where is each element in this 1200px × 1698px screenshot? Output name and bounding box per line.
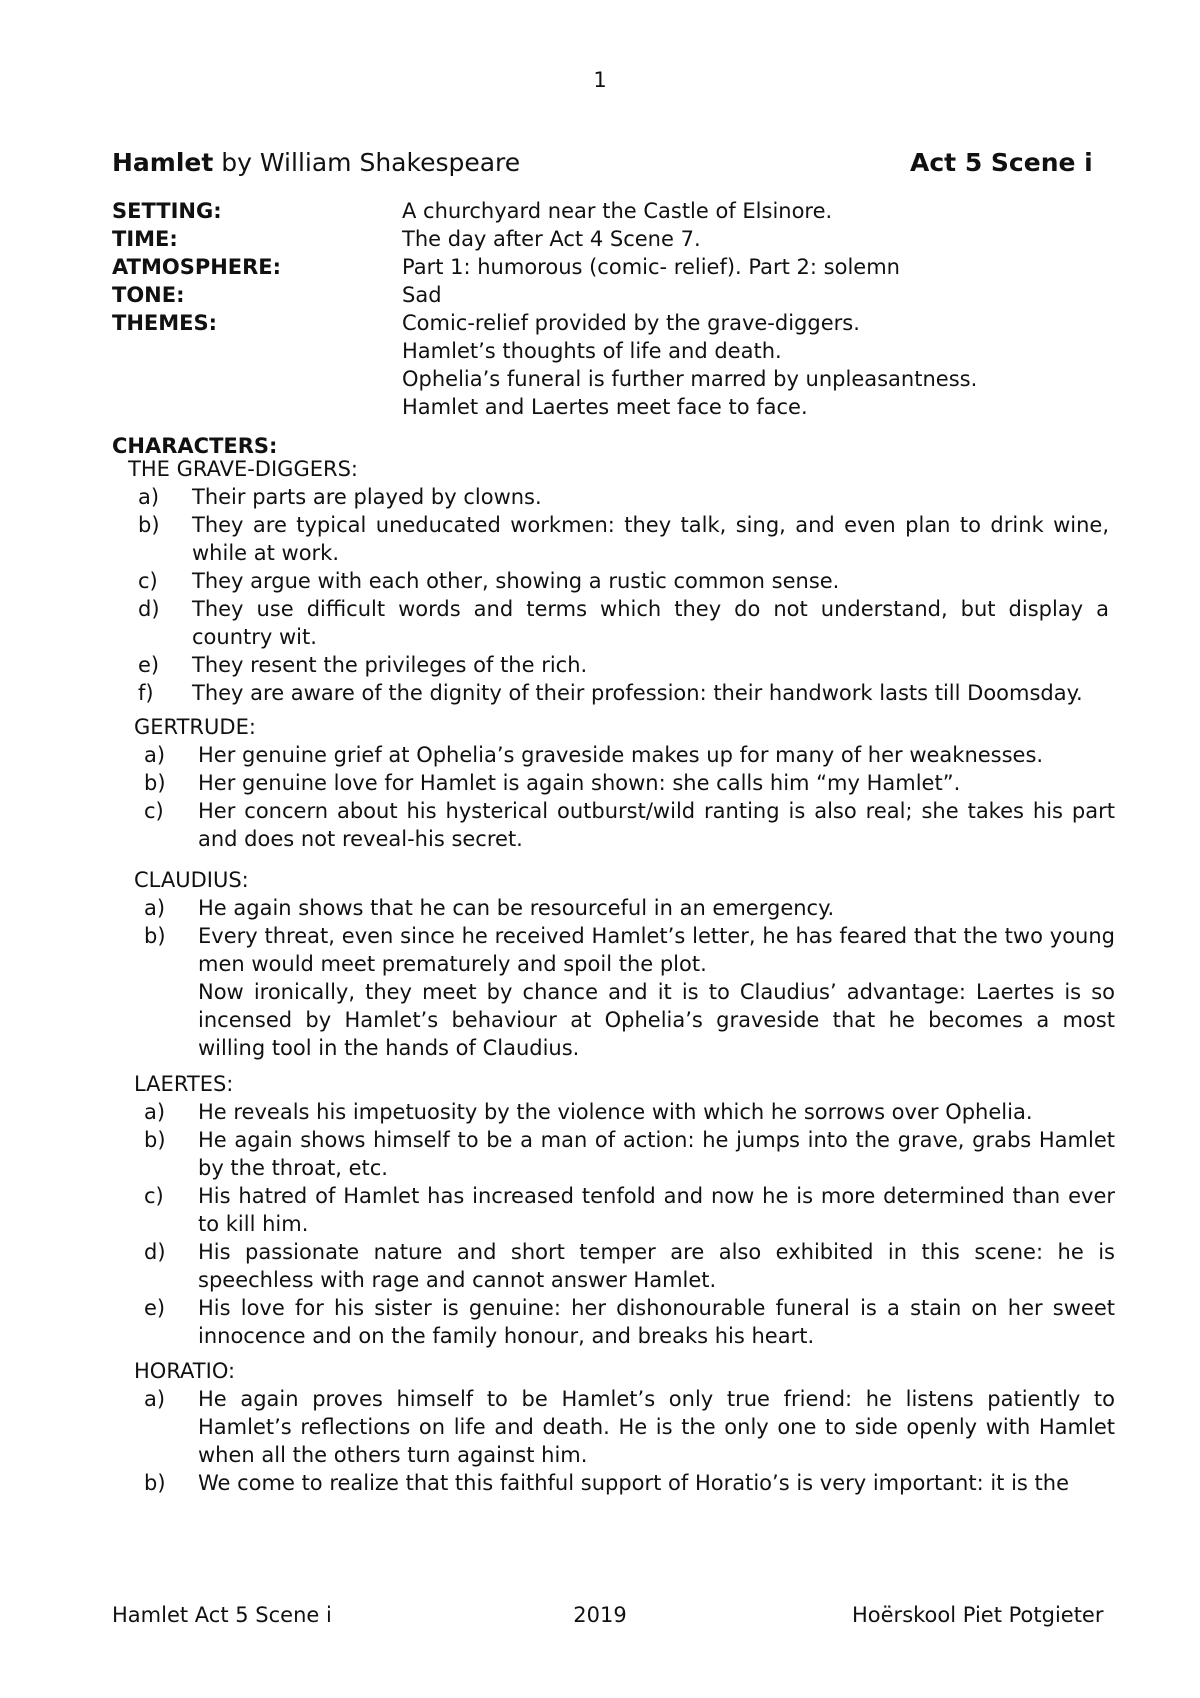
list-item [130,1294,1115,1350]
meta-value: Hamlet and Laertes meet face to face. [402,395,808,419]
list-text: He again shows that he can be resourceful in an emergency. [198,896,835,920]
meta-row [112,197,1092,225]
list-item [130,1385,1115,1469]
list-item [124,483,1109,511]
list-text: We come to realize that this faithful support of Horatio’s is very important: it is the [198,1471,1070,1495]
list-marker: f) [138,681,154,705]
list-marker: c) [144,799,164,823]
meta-row [112,253,1092,281]
list-text: They resent the privileges of the rich. [192,653,588,677]
meta-value: The day after Act 4 Scene 7. [402,227,701,251]
meta-label: THEMES: [112,311,218,335]
meta-label: SETTING: [112,199,222,223]
list-item [130,922,1115,978]
list-text: His passionate nature and short temper are also exhibited in this scene: he is speechless with rage and cannot answer Hamlet. [198,1240,1115,1292]
meta-row [112,393,1092,421]
list-marker: a) [144,896,166,920]
section-title: LAERTES: [134,1072,234,1096]
list-item [130,769,1115,797]
list-text: Every threat, even since he received Hamlet’s letter, he has feared that the two young men would meet prematurely and spoil the plot. [198,924,1115,976]
meta-label: TIME: [112,227,178,251]
list-item [130,1126,1115,1182]
section-title: CLAUDIUS: [134,868,249,892]
title-bold: Hamlet [112,148,214,177]
list-text: They argue with each other, showing a rustic common sense. [192,569,840,593]
footer-year: 2019 [573,1603,627,1627]
list-text: He again proves himself to be Hamlet’s only true friend: he listens patiently to Hamlet’s reflections on life and death. He is the only one to side openly with Hamlet when all the others turn against him. [198,1387,1115,1467]
list-marker: c) [138,569,158,593]
section-title: GERTRUDE: [134,715,256,739]
list-text: Her genuine love for Hamlet is again shown: she calls him “my Hamlet”. [198,771,961,795]
character-section [130,1070,1115,1350]
list-text: They are aware of the dignity of their profession: their handwork lasts till Doomsday. [192,681,1083,705]
title-author: by William Shakespeare [213,148,521,177]
list-marker: e) [138,653,160,677]
list-item [124,511,1109,567]
section-title: HORATIO: [134,1359,236,1383]
meta-label: ATMOSPHERE: [112,255,282,279]
meta-value: Ophelia’s funeral is further marred by unpleasantness. [402,367,978,391]
meta-row [112,309,1092,337]
list-text: Her genuine grief at Ophelia’s graveside makes up for many of her weaknesses. [198,743,1044,767]
list-marker: a) [138,485,160,509]
meta-table [112,197,1092,421]
meta-row [112,365,1092,393]
meta-label: TONE: [112,283,185,307]
list-item [130,1182,1115,1238]
act-scene-label: Act 5 Scene i [910,148,1093,177]
meta-value: Sad [402,283,442,307]
list-item [130,978,1115,1062]
meta-value: A churchyard near the Castle of Elsinore. [402,199,833,223]
list-text: Her concern about his hysterical outburst/wild ranting is also real; she takes his part and does not reveal-his secret. [198,799,1115,851]
meta-row [112,281,1092,309]
list-marker: a) [144,1100,166,1124]
meta-label [112,337,402,365]
list-marker: b) [144,924,166,948]
list-marker: d) [138,597,160,621]
list-text: They are typical uneducated workmen: they talk, sing, and even plan to drink wine, while at work. [192,513,1109,565]
list-item [130,741,1115,769]
list-item [130,1238,1115,1294]
meta-label [112,365,402,393]
meta-row [112,225,1092,253]
character-section [130,713,1115,853]
list-item [124,651,1109,679]
list-marker: b) [144,1471,166,1495]
list-item [130,797,1115,853]
list-text: Their parts are played by clowns. [192,485,542,509]
meta-row [112,337,1092,365]
list-text: He again shows himself to be a man of action: he jumps into the grave, grabs Hamlet by the throat, etc. [198,1128,1115,1180]
footer-left: Hamlet Act 5 Scene i [112,1603,332,1627]
character-section [124,455,1109,707]
list-marker: a) [144,1387,166,1411]
list-text: Now ironically, they meet by chance and it is to Claudius’ advantage: Laertes is so incensed by Hamlet’s behaviour at Ophelia’s graveside that he becomes a most willing tool in the hands of Claudius. [198,980,1115,1060]
list-marker: b) [144,1128,166,1152]
list-item [130,894,1115,922]
section-title: THE GRAVE-DIGGERS: [128,457,358,481]
document-title [112,148,520,177]
list-item [124,567,1109,595]
list-marker: d) [144,1240,166,1264]
list-marker: a) [144,743,166,767]
list-marker: b) [144,771,166,795]
list-marker: c) [144,1184,164,1208]
list-item [130,1469,1115,1497]
list-text: He reveals his impetuosity by the violence with which he sorrows over Ophelia. [198,1100,1033,1124]
list-item [130,1098,1115,1126]
characters-heading: CHARACTERS: [112,434,278,458]
page-number: 1 [593,68,607,92]
footer-school: Hoërskool Piet Potgieter [852,1603,1104,1627]
character-section [130,1357,1115,1497]
list-text: They use difficult words and terms which they do not understand, but display a country wit. [192,597,1109,649]
list-text: His hatred of Hamlet has increased tenfold and now he is more determined than ever to kill him. [198,1184,1115,1236]
meta-value: Comic-relief provided by the grave-diggers. [402,311,860,335]
list-item [124,679,1109,707]
character-section [130,866,1115,1062]
list-text: His love for his sister is genuine: her dishonourable funeral is a stain on her sweet innocence and on the family honour, and breaks his heart. [198,1296,1115,1348]
meta-value: Hamlet’s thoughts of life and death. [402,339,782,363]
list-marker: e) [144,1296,166,1320]
list-marker: b) [138,513,160,537]
meta-label [112,393,402,421]
meta-value: Part 1: humorous (comic- relief). Part 2: solemn [402,255,900,279]
list-item [124,595,1109,651]
